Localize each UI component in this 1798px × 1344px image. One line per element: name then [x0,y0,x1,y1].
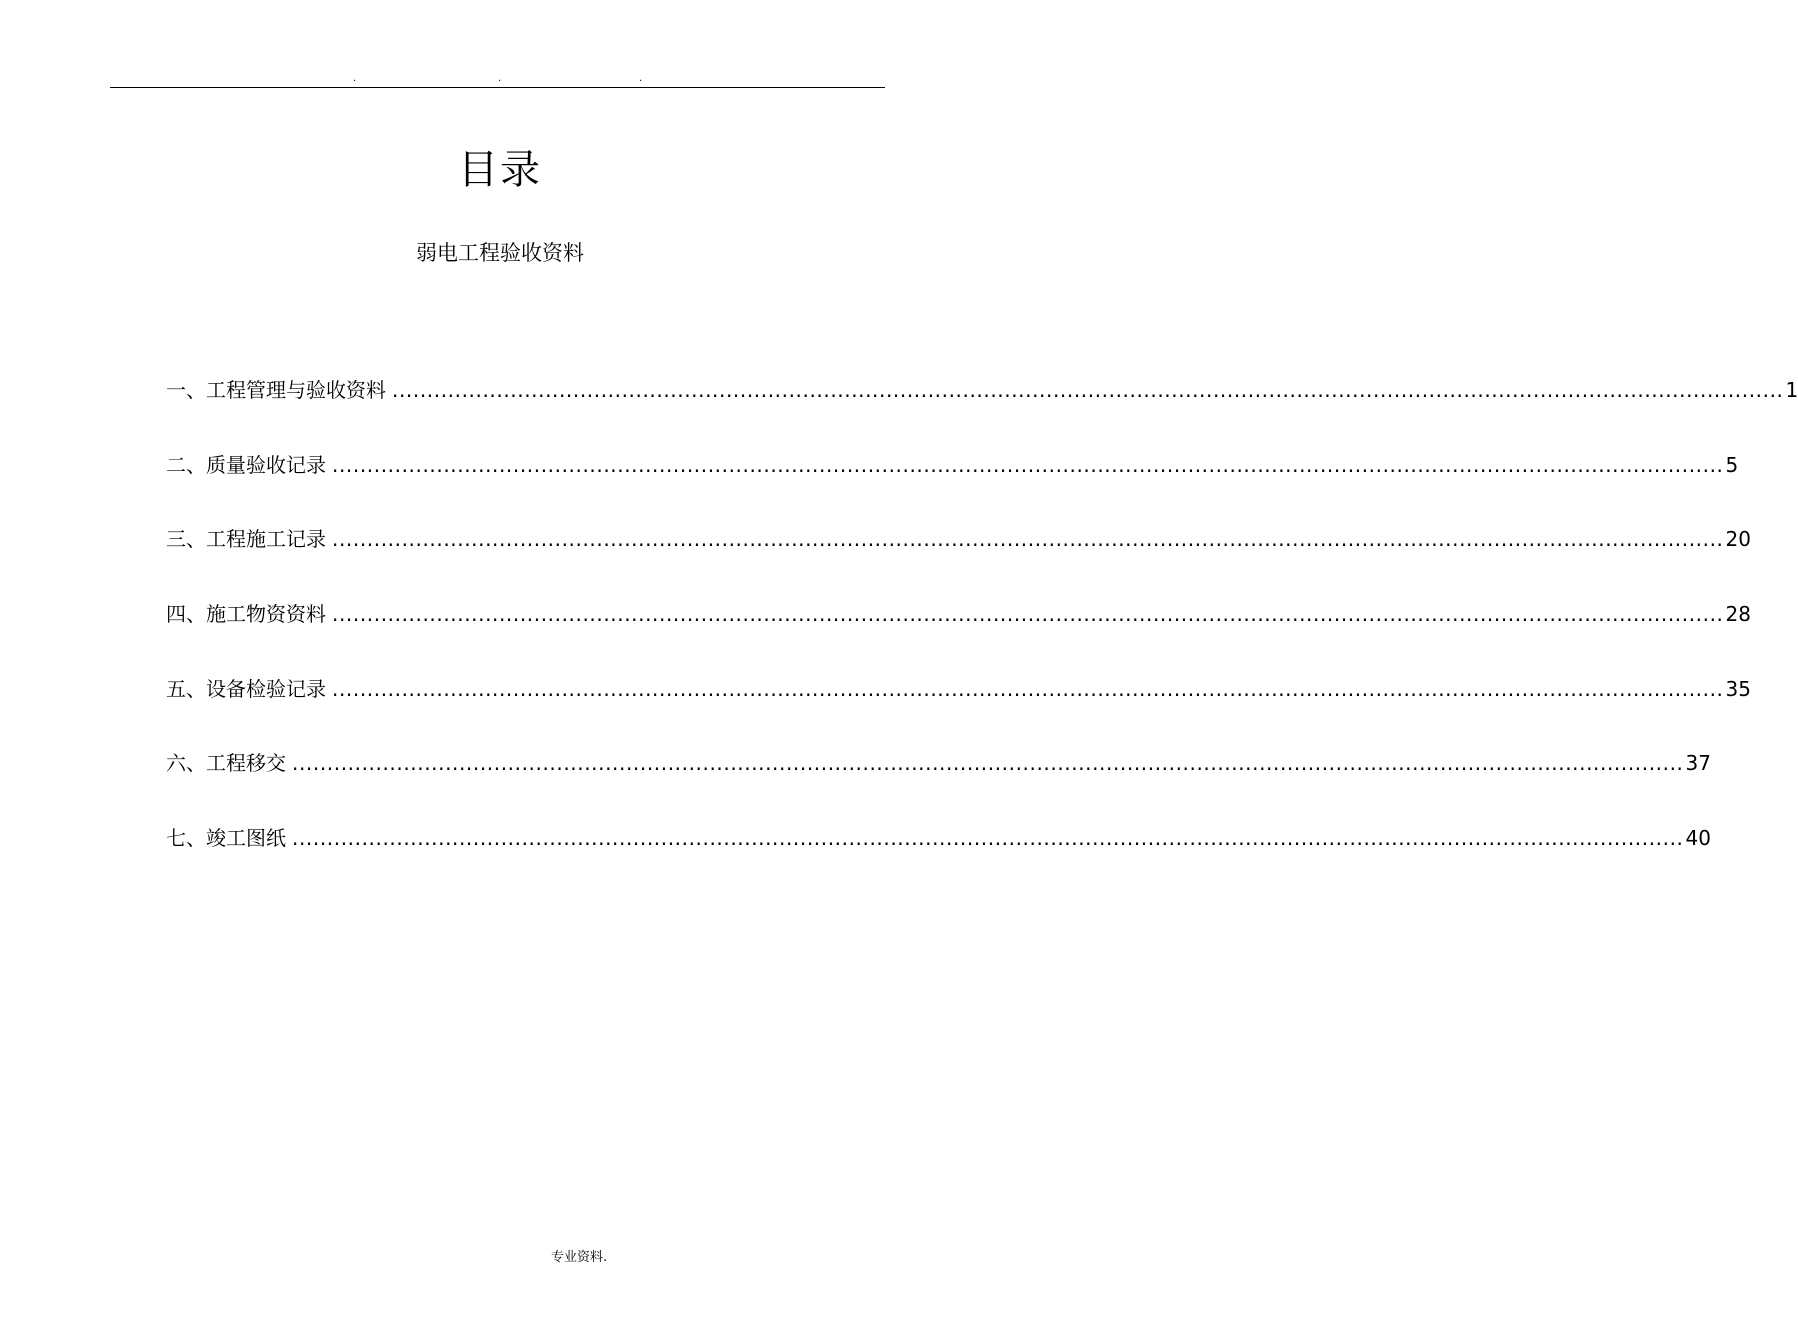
toc-entry[interactable] [166,671,1751,746]
toc-entry-label: 六、工程移交 [166,751,286,776]
toc-entry-label: 五、设备检验记录 [166,676,326,701]
toc-page-number: 20 [1725,527,1751,552]
toc-dot-leader: ........................................................................................................................................................................................................ [332,602,1724,627]
toc-entry[interactable] [166,447,1739,522]
toc-entry-label: 七、竣工图纸 [166,826,286,851]
toc-page-number: 5 [1725,452,1739,477]
toc-entry[interactable] [166,820,1711,895]
toc-entry-label: 四、施工物资资料 [166,602,326,627]
toc-dot-leader: ........................................................................................................................................................................................................ [392,378,1784,402]
table-of-contents [166,372,1798,895]
toc-entry-label: 二、质量验收记录 [166,452,326,477]
toc-page-number: 37 [1685,751,1711,776]
toc-entry[interactable] [166,372,1798,447]
toc-dot-leader: ........................................................................................................................................................................................................ [332,676,1724,701]
toc-dot-leader: ........................................................................................................................................................................................................ [332,452,1724,477]
header-rule [110,87,885,88]
toc-page-number: 35 [1725,676,1751,701]
toc-page-number: 40 [1685,826,1711,851]
toc-entry[interactable] [166,596,1751,671]
toc-entry[interactable] [166,745,1711,820]
page-title: 目录 [458,147,542,193]
header-dot: . [639,73,643,84]
toc-dot-leader: ........................................................................................................................................................................................................ [292,826,1684,851]
toc-entry-label: 一、工程管理与验收资料 [166,378,386,402]
toc-page-number: 28 [1725,602,1751,627]
toc-dot-leader: ........................................................................................................................................................................................................ [332,527,1724,552]
toc-dot-leader: ........................................................................................................................................................................................................ [292,751,1684,776]
toc-entry[interactable] [166,521,1751,596]
toc-page-number: 1 [1785,378,1798,402]
header-dot: . [353,73,357,84]
header-dot: . [498,73,502,84]
page-footer: 专业资料. [551,1250,608,1265]
toc-entry-label: 三、工程施工记录 [166,527,326,552]
page-subtitle: 弱电工程验收资料 [416,241,584,265]
